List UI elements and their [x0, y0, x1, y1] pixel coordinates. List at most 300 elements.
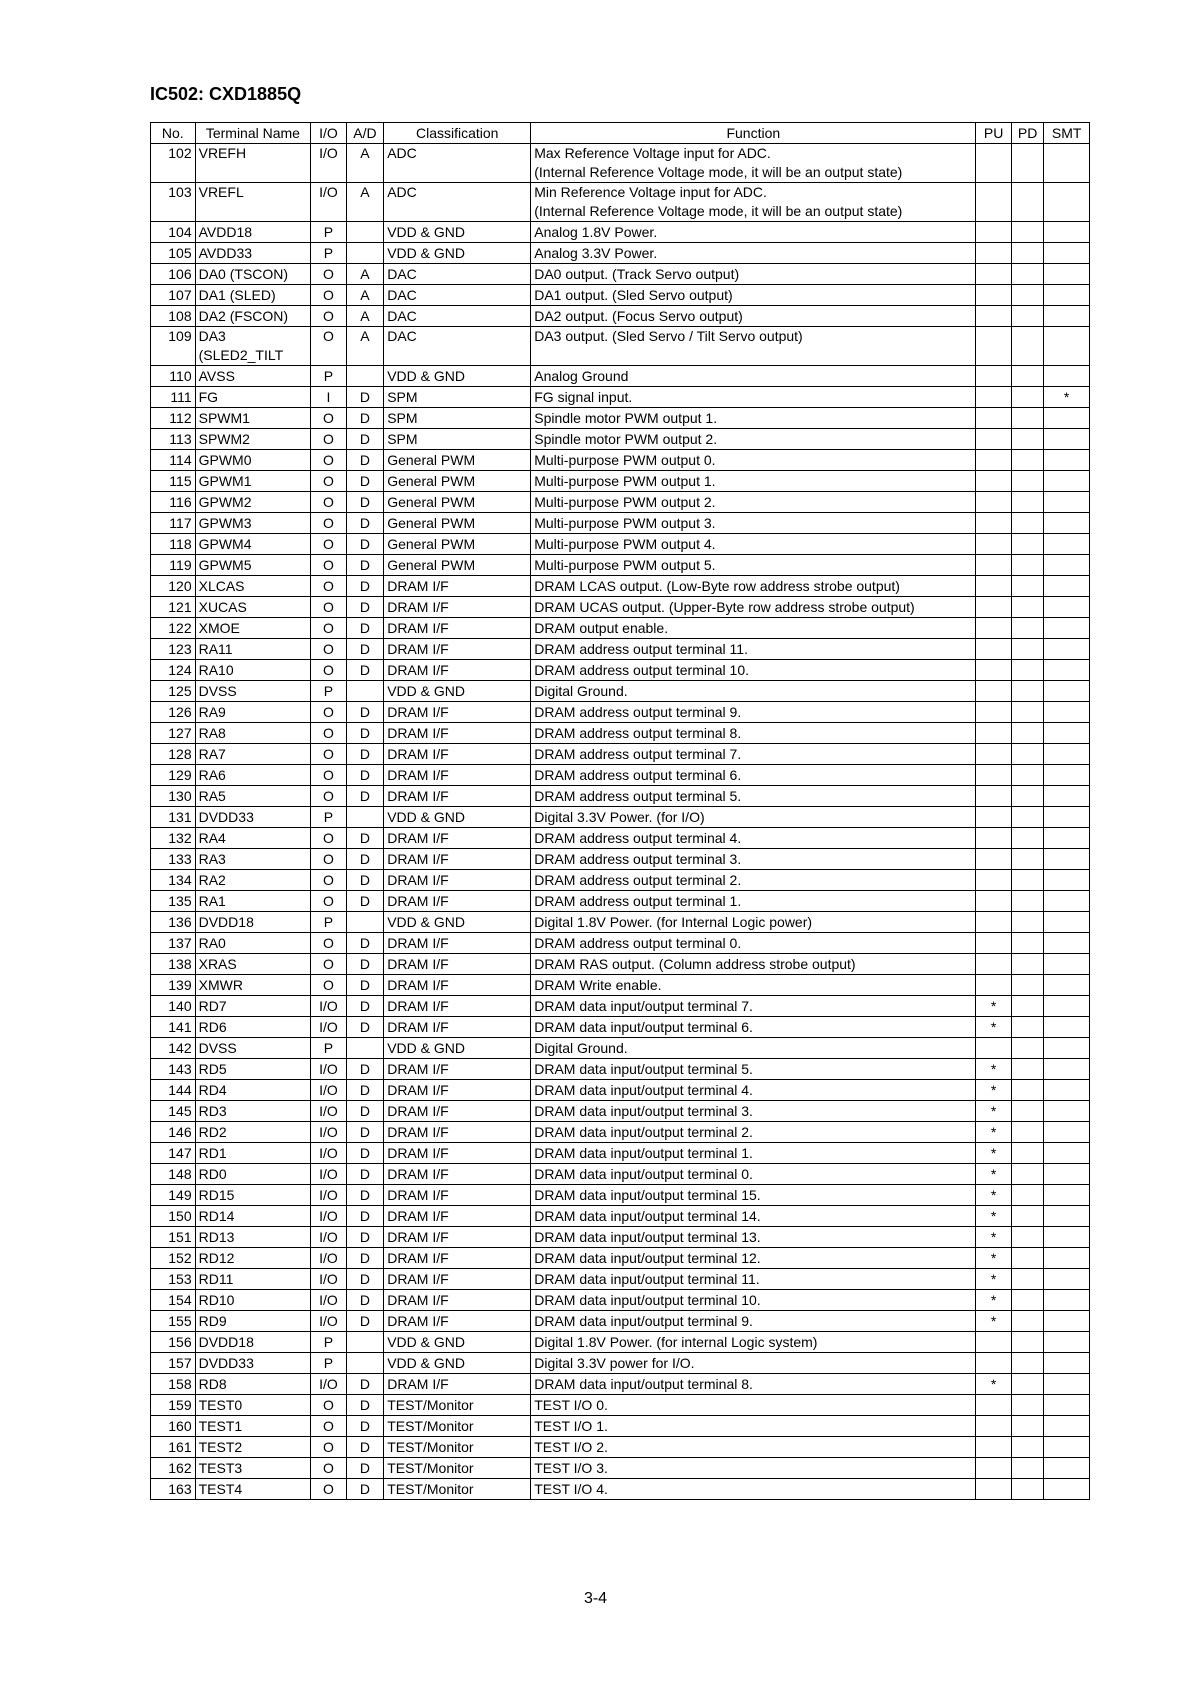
cell-ad: D — [346, 1080, 384, 1101]
cell-classification: VDD & GND — [384, 243, 531, 264]
cell-classification: ADC — [384, 144, 531, 183]
cell-function: DRAM output enable. — [531, 618, 976, 639]
cell-classification: SPM — [384, 387, 531, 408]
cell-pu — [976, 387, 1011, 408]
cell-terminal-name: GPWM1 — [195, 471, 311, 492]
cell-no: 137 — [151, 933, 196, 954]
cell-ad: A — [346, 306, 384, 327]
cell-classification: DRAM I/F — [384, 1164, 531, 1185]
cell-pd — [1011, 306, 1043, 327]
cell-ad: D — [346, 1143, 384, 1164]
cell-smt — [1044, 327, 1090, 366]
cell-io: I — [311, 387, 346, 408]
cell-smt — [1044, 807, 1090, 828]
cell-no: 122 — [151, 618, 196, 639]
cell-pd — [1011, 492, 1043, 513]
cell-ad — [346, 807, 384, 828]
cell-smt — [1044, 429, 1090, 450]
cell-classification: DRAM I/F — [384, 1206, 531, 1227]
cell-pd — [1011, 1269, 1043, 1290]
cell-smt — [1044, 1122, 1090, 1143]
cell-terminal-name: RA7 — [195, 744, 311, 765]
cell-terminal-name: RD0 — [195, 1164, 311, 1185]
table-row — [151, 765, 1090, 786]
cell-ad: D — [346, 1101, 384, 1122]
cell-smt — [1044, 1164, 1090, 1185]
cell-terminal-name: RA9 — [195, 702, 311, 723]
cell-classification: DRAM I/F — [384, 1227, 531, 1248]
cell-classification: VDD & GND — [384, 681, 531, 702]
cell-pd — [1011, 471, 1043, 492]
cell-pu: * — [976, 996, 1011, 1017]
cell-function: Min Reference Voltage input for ADC. (Internal Reference Voltage mode, it will be an output state) — [531, 183, 976, 222]
page-title: IC502: CXD1885Q — [150, 84, 302, 104]
cell-classification: VDD & GND — [384, 366, 531, 387]
cell-terminal-name: RD5 — [195, 1059, 311, 1080]
cell-no: 104 — [151, 222, 196, 243]
cell-function: DA0 output. (Track Servo output) — [531, 264, 976, 285]
cell-io: O — [311, 891, 346, 912]
cell-no: 116 — [151, 492, 196, 513]
cell-classification: VDD & GND — [384, 1353, 531, 1374]
cell-function: Spindle motor PWM output 2. — [531, 429, 976, 450]
cell-terminal-name: RA10 — [195, 660, 311, 681]
cell-pu — [976, 702, 1011, 723]
cell-ad: A — [346, 183, 384, 222]
cell-pd — [1011, 285, 1043, 306]
cell-ad: D — [346, 1290, 384, 1311]
cell-classification: DRAM I/F — [384, 576, 531, 597]
cell-function: Digital Ground. — [531, 1038, 976, 1059]
table-row — [151, 702, 1090, 723]
cell-pd — [1011, 1311, 1043, 1332]
cell-classification: DRAM I/F — [384, 1059, 531, 1080]
cell-terminal-name: RD10 — [195, 1290, 311, 1311]
table-row — [151, 912, 1090, 933]
table-row — [151, 1479, 1090, 1500]
cell-smt — [1044, 723, 1090, 744]
terminal-table — [150, 122, 1090, 1500]
cell-terminal-name: XUCAS — [195, 597, 311, 618]
cell-classification: DRAM I/F — [384, 849, 531, 870]
cell-io: I/O — [311, 144, 346, 183]
cell-pd — [1011, 1332, 1043, 1353]
cell-pd — [1011, 807, 1043, 828]
cell-smt — [1044, 285, 1090, 306]
table-row — [151, 1437, 1090, 1458]
cell-classification: DRAM I/F — [384, 1017, 531, 1038]
cell-classification: DRAM I/F — [384, 597, 531, 618]
cell-ad: D — [346, 450, 384, 471]
cell-no: 125 — [151, 681, 196, 702]
cell-classification: DRAM I/F — [384, 954, 531, 975]
cell-io: O — [311, 975, 346, 996]
cell-pd — [1011, 786, 1043, 807]
cell-function: DRAM address output terminal 1. — [531, 891, 976, 912]
cell-smt — [1044, 471, 1090, 492]
cell-pu — [976, 891, 1011, 912]
cell-smt — [1044, 1332, 1090, 1353]
cell-no: 114 — [151, 450, 196, 471]
cell-pu — [976, 1437, 1011, 1458]
cell-function: DRAM address output terminal 2. — [531, 870, 976, 891]
cell-terminal-name: RD2 — [195, 1122, 311, 1143]
cell-smt — [1044, 1227, 1090, 1248]
cell-smt — [1044, 975, 1090, 996]
cell-classification: DRAM I/F — [384, 1185, 531, 1206]
table-row — [151, 183, 1090, 222]
cell-pd — [1011, 1038, 1043, 1059]
cell-io: O — [311, 492, 346, 513]
table-row — [151, 1206, 1090, 1227]
cell-ad — [346, 912, 384, 933]
table-row — [151, 222, 1090, 243]
cell-io: I/O — [311, 1143, 346, 1164]
cell-smt — [1044, 306, 1090, 327]
cell-pu — [976, 639, 1011, 660]
cell-no: 140 — [151, 996, 196, 1017]
cell-no: 155 — [151, 1311, 196, 1332]
cell-smt — [1044, 639, 1090, 660]
cell-pd — [1011, 1206, 1043, 1227]
table-row — [151, 1353, 1090, 1374]
cell-terminal-name: RA4 — [195, 828, 311, 849]
table-row — [151, 1143, 1090, 1164]
cell-no: 124 — [151, 660, 196, 681]
table-row — [151, 1395, 1090, 1416]
cell-io: I/O — [311, 1164, 346, 1185]
cell-smt — [1044, 1458, 1090, 1479]
cell-function: DRAM data input/output terminal 9. — [531, 1311, 976, 1332]
cell-pu — [976, 576, 1011, 597]
cell-terminal-name: AVDD18 — [195, 222, 311, 243]
cell-classification: DRAM I/F — [384, 1143, 531, 1164]
cell-ad: D — [346, 534, 384, 555]
cell-function: TEST I/O 2. — [531, 1437, 976, 1458]
cell-pd — [1011, 744, 1043, 765]
cell-function: DRAM data input/output terminal 13. — [531, 1227, 976, 1248]
cell-smt — [1044, 1080, 1090, 1101]
cell-smt — [1044, 144, 1090, 183]
cell-classification: DRAM I/F — [384, 933, 531, 954]
cell-io: I/O — [311, 1206, 346, 1227]
table-row — [151, 828, 1090, 849]
cell-pd — [1011, 555, 1043, 576]
cell-function: Digital Ground. — [531, 681, 976, 702]
cell-smt — [1044, 1374, 1090, 1395]
cell-function: DRAM data input/output terminal 0. — [531, 1164, 976, 1185]
cell-function: DA2 output. (Focus Servo output) — [531, 306, 976, 327]
cell-io: O — [311, 555, 346, 576]
cell-smt — [1044, 513, 1090, 534]
cell-smt — [1044, 765, 1090, 786]
cell-io: I/O — [311, 1374, 346, 1395]
cell-ad: D — [346, 702, 384, 723]
table-row — [151, 618, 1090, 639]
cell-pd — [1011, 1437, 1043, 1458]
cell-classification: DRAM I/F — [384, 1269, 531, 1290]
cell-classification: VDD & GND — [384, 222, 531, 243]
cell-terminal-name: SPWM2 — [195, 429, 311, 450]
cell-smt — [1044, 555, 1090, 576]
cell-smt — [1044, 576, 1090, 597]
cell-io: O — [311, 264, 346, 285]
cell-no: 156 — [151, 1332, 196, 1353]
cell-no: 153 — [151, 1269, 196, 1290]
cell-ad: D — [346, 1395, 384, 1416]
cell-no: 134 — [151, 870, 196, 891]
cell-io: O — [311, 513, 346, 534]
cell-classification: SPM — [384, 429, 531, 450]
cell-pd — [1011, 702, 1043, 723]
cell-io: O — [311, 954, 346, 975]
cell-function: DRAM RAS output. (Column address strobe output) — [531, 954, 976, 975]
cell-no: 142 — [151, 1038, 196, 1059]
cell-no: 145 — [151, 1101, 196, 1122]
cell-terminal-name: DVSS — [195, 681, 311, 702]
table-row — [151, 1374, 1090, 1395]
cell-terminal-name: RD7 — [195, 996, 311, 1017]
cell-terminal-name: GPWM2 — [195, 492, 311, 513]
cell-io: O — [311, 723, 346, 744]
cell-classification: DRAM I/F — [384, 996, 531, 1017]
cell-pu: * — [976, 1059, 1011, 1080]
cell-function: Spindle motor PWM output 1. — [531, 408, 976, 429]
cell-no: 133 — [151, 849, 196, 870]
cell-no: 150 — [151, 1206, 196, 1227]
cell-pu: * — [976, 1143, 1011, 1164]
cell-function: DRAM data input/output terminal 2. — [531, 1122, 976, 1143]
cell-ad: A — [346, 285, 384, 306]
cell-function: Analog Ground — [531, 366, 976, 387]
cell-ad: D — [346, 1227, 384, 1248]
cell-no: 119 — [151, 555, 196, 576]
cell-function: DRAM address output terminal 9. — [531, 702, 976, 723]
cell-pu — [976, 828, 1011, 849]
cell-terminal-name: FG — [195, 387, 311, 408]
cell-no: 111 — [151, 387, 196, 408]
cell-classification: General PWM — [384, 555, 531, 576]
cell-io: O — [311, 306, 346, 327]
cell-classification: DRAM I/F — [384, 1248, 531, 1269]
cell-function: DRAM data input/output terminal 11. — [531, 1269, 976, 1290]
cell-function: TEST I/O 0. — [531, 1395, 976, 1416]
cell-pd — [1011, 183, 1043, 222]
cell-pu — [976, 786, 1011, 807]
cell-pu — [976, 555, 1011, 576]
cell-pd — [1011, 1185, 1043, 1206]
cell-no: 121 — [151, 597, 196, 618]
cell-pd — [1011, 429, 1043, 450]
cell-pd — [1011, 723, 1043, 744]
table-row — [151, 1332, 1090, 1353]
cell-smt — [1044, 996, 1090, 1017]
cell-classification: VDD & GND — [384, 1038, 531, 1059]
cell-io: I/O — [311, 183, 346, 222]
cell-io: O — [311, 744, 346, 765]
cell-classification: DRAM I/F — [384, 723, 531, 744]
table-row — [151, 450, 1090, 471]
cell-classification: VDD & GND — [384, 912, 531, 933]
cell-pu — [976, 1038, 1011, 1059]
cell-io: I/O — [311, 1227, 346, 1248]
cell-terminal-name: RD12 — [195, 1248, 311, 1269]
cell-pu — [976, 1353, 1011, 1374]
cell-pu — [976, 975, 1011, 996]
cell-terminal-name: XLCAS — [195, 576, 311, 597]
cell-no: 139 — [151, 975, 196, 996]
cell-ad: D — [346, 429, 384, 450]
cell-pd — [1011, 1080, 1043, 1101]
cell-io: P — [311, 222, 346, 243]
cell-ad — [346, 681, 384, 702]
table-row — [151, 366, 1090, 387]
cell-pd — [1011, 366, 1043, 387]
cell-terminal-name: XRAS — [195, 954, 311, 975]
cell-no: 120 — [151, 576, 196, 597]
cell-terminal-name: RD4 — [195, 1080, 311, 1101]
cell-ad: D — [346, 618, 384, 639]
cell-smt — [1044, 618, 1090, 639]
cell-ad: D — [346, 1248, 384, 1269]
cell-classification: DRAM I/F — [384, 660, 531, 681]
cell-smt — [1044, 597, 1090, 618]
table-row — [151, 891, 1090, 912]
cell-pd — [1011, 1164, 1043, 1185]
cell-pu: * — [976, 1122, 1011, 1143]
cell-ad — [346, 1353, 384, 1374]
cell-pd — [1011, 387, 1043, 408]
cell-terminal-name: GPWM3 — [195, 513, 311, 534]
cell-smt — [1044, 534, 1090, 555]
cell-io: O — [311, 597, 346, 618]
cell-smt — [1044, 1248, 1090, 1269]
cell-terminal-name: DVDD18 — [195, 912, 311, 933]
cell-ad — [346, 1332, 384, 1353]
cell-pd — [1011, 891, 1043, 912]
cell-classification: DAC — [384, 264, 531, 285]
cell-smt: * — [1044, 387, 1090, 408]
cell-no: 163 — [151, 1479, 196, 1500]
cell-function: DRAM data input/output terminal 14. — [531, 1206, 976, 1227]
cell-ad: D — [346, 933, 384, 954]
cell-terminal-name: VREFL — [195, 183, 311, 222]
cell-classification: DRAM I/F — [384, 702, 531, 723]
cell-ad: D — [346, 1458, 384, 1479]
table-row — [151, 807, 1090, 828]
table-row — [151, 327, 1090, 366]
cell-pd — [1011, 597, 1043, 618]
cell-no: 107 — [151, 285, 196, 306]
cell-classification: DRAM I/F — [384, 1122, 531, 1143]
cell-function: Multi-purpose PWM output 1. — [531, 471, 976, 492]
cell-pu: * — [976, 1290, 1011, 1311]
cell-smt — [1044, 912, 1090, 933]
table-row — [151, 555, 1090, 576]
table-row — [151, 1290, 1090, 1311]
cell-ad: D — [346, 723, 384, 744]
cell-function: DRAM data input/output terminal 5. — [531, 1059, 976, 1080]
cell-ad: D — [346, 786, 384, 807]
table-row — [151, 639, 1090, 660]
cell-io: O — [311, 933, 346, 954]
cell-terminal-name: DVSS — [195, 1038, 311, 1059]
cell-pu — [976, 534, 1011, 555]
table-row — [151, 744, 1090, 765]
cell-no: 123 — [151, 639, 196, 660]
cell-terminal-name: RD1 — [195, 1143, 311, 1164]
cell-smt — [1044, 786, 1090, 807]
cell-terminal-name: SPWM1 — [195, 408, 311, 429]
cell-no: 144 — [151, 1080, 196, 1101]
cell-ad: D — [346, 387, 384, 408]
table-row — [151, 576, 1090, 597]
cell-no: 149 — [151, 1185, 196, 1206]
cell-classification: DRAM I/F — [384, 975, 531, 996]
cell-pu — [976, 264, 1011, 285]
cell-smt — [1044, 366, 1090, 387]
cell-pu — [976, 807, 1011, 828]
cell-io: O — [311, 1458, 346, 1479]
cell-terminal-name: DA3 (SLED2_TILT — [195, 327, 311, 366]
cell-no: 146 — [151, 1122, 196, 1143]
cell-classification: DRAM I/F — [384, 639, 531, 660]
table-row — [151, 534, 1090, 555]
table-row — [151, 471, 1090, 492]
cell-smt — [1044, 1437, 1090, 1458]
cell-ad: D — [346, 408, 384, 429]
cell-function: DRAM address output terminal 4. — [531, 828, 976, 849]
cell-pd — [1011, 660, 1043, 681]
table-row — [151, 429, 1090, 450]
cell-no: 135 — [151, 891, 196, 912]
cell-io: I/O — [311, 1248, 346, 1269]
cell-ad: D — [346, 954, 384, 975]
cell-ad: D — [346, 975, 384, 996]
header-terminal-name: Terminal Name — [195, 123, 311, 144]
cell-pu — [976, 1479, 1011, 1500]
cell-pu — [976, 681, 1011, 702]
cell-terminal-name: RA3 — [195, 849, 311, 870]
cell-pd — [1011, 870, 1043, 891]
cell-io: O — [311, 450, 346, 471]
cell-ad: D — [346, 660, 384, 681]
cell-pd — [1011, 1059, 1043, 1080]
cell-smt — [1044, 1017, 1090, 1038]
cell-smt — [1044, 660, 1090, 681]
table-row — [151, 660, 1090, 681]
cell-smt — [1044, 1395, 1090, 1416]
cell-terminal-name: RD11 — [195, 1269, 311, 1290]
table-row — [151, 1269, 1090, 1290]
table-row — [151, 1122, 1090, 1143]
cell-terminal-name: XMWR — [195, 975, 311, 996]
cell-no: 147 — [151, 1143, 196, 1164]
cell-terminal-name: RD3 — [195, 1101, 311, 1122]
table-row — [151, 513, 1090, 534]
cell-ad: D — [346, 1185, 384, 1206]
cell-terminal-name: RD6 — [195, 1017, 311, 1038]
cell-pd — [1011, 1416, 1043, 1437]
cell-pu — [976, 471, 1011, 492]
cell-pd — [1011, 1290, 1043, 1311]
cell-smt — [1044, 492, 1090, 513]
table-row — [151, 408, 1090, 429]
cell-smt — [1044, 264, 1090, 285]
cell-pd — [1011, 1143, 1043, 1164]
header-function: Function — [531, 123, 976, 144]
cell-function: DRAM data input/output terminal 10. — [531, 1290, 976, 1311]
